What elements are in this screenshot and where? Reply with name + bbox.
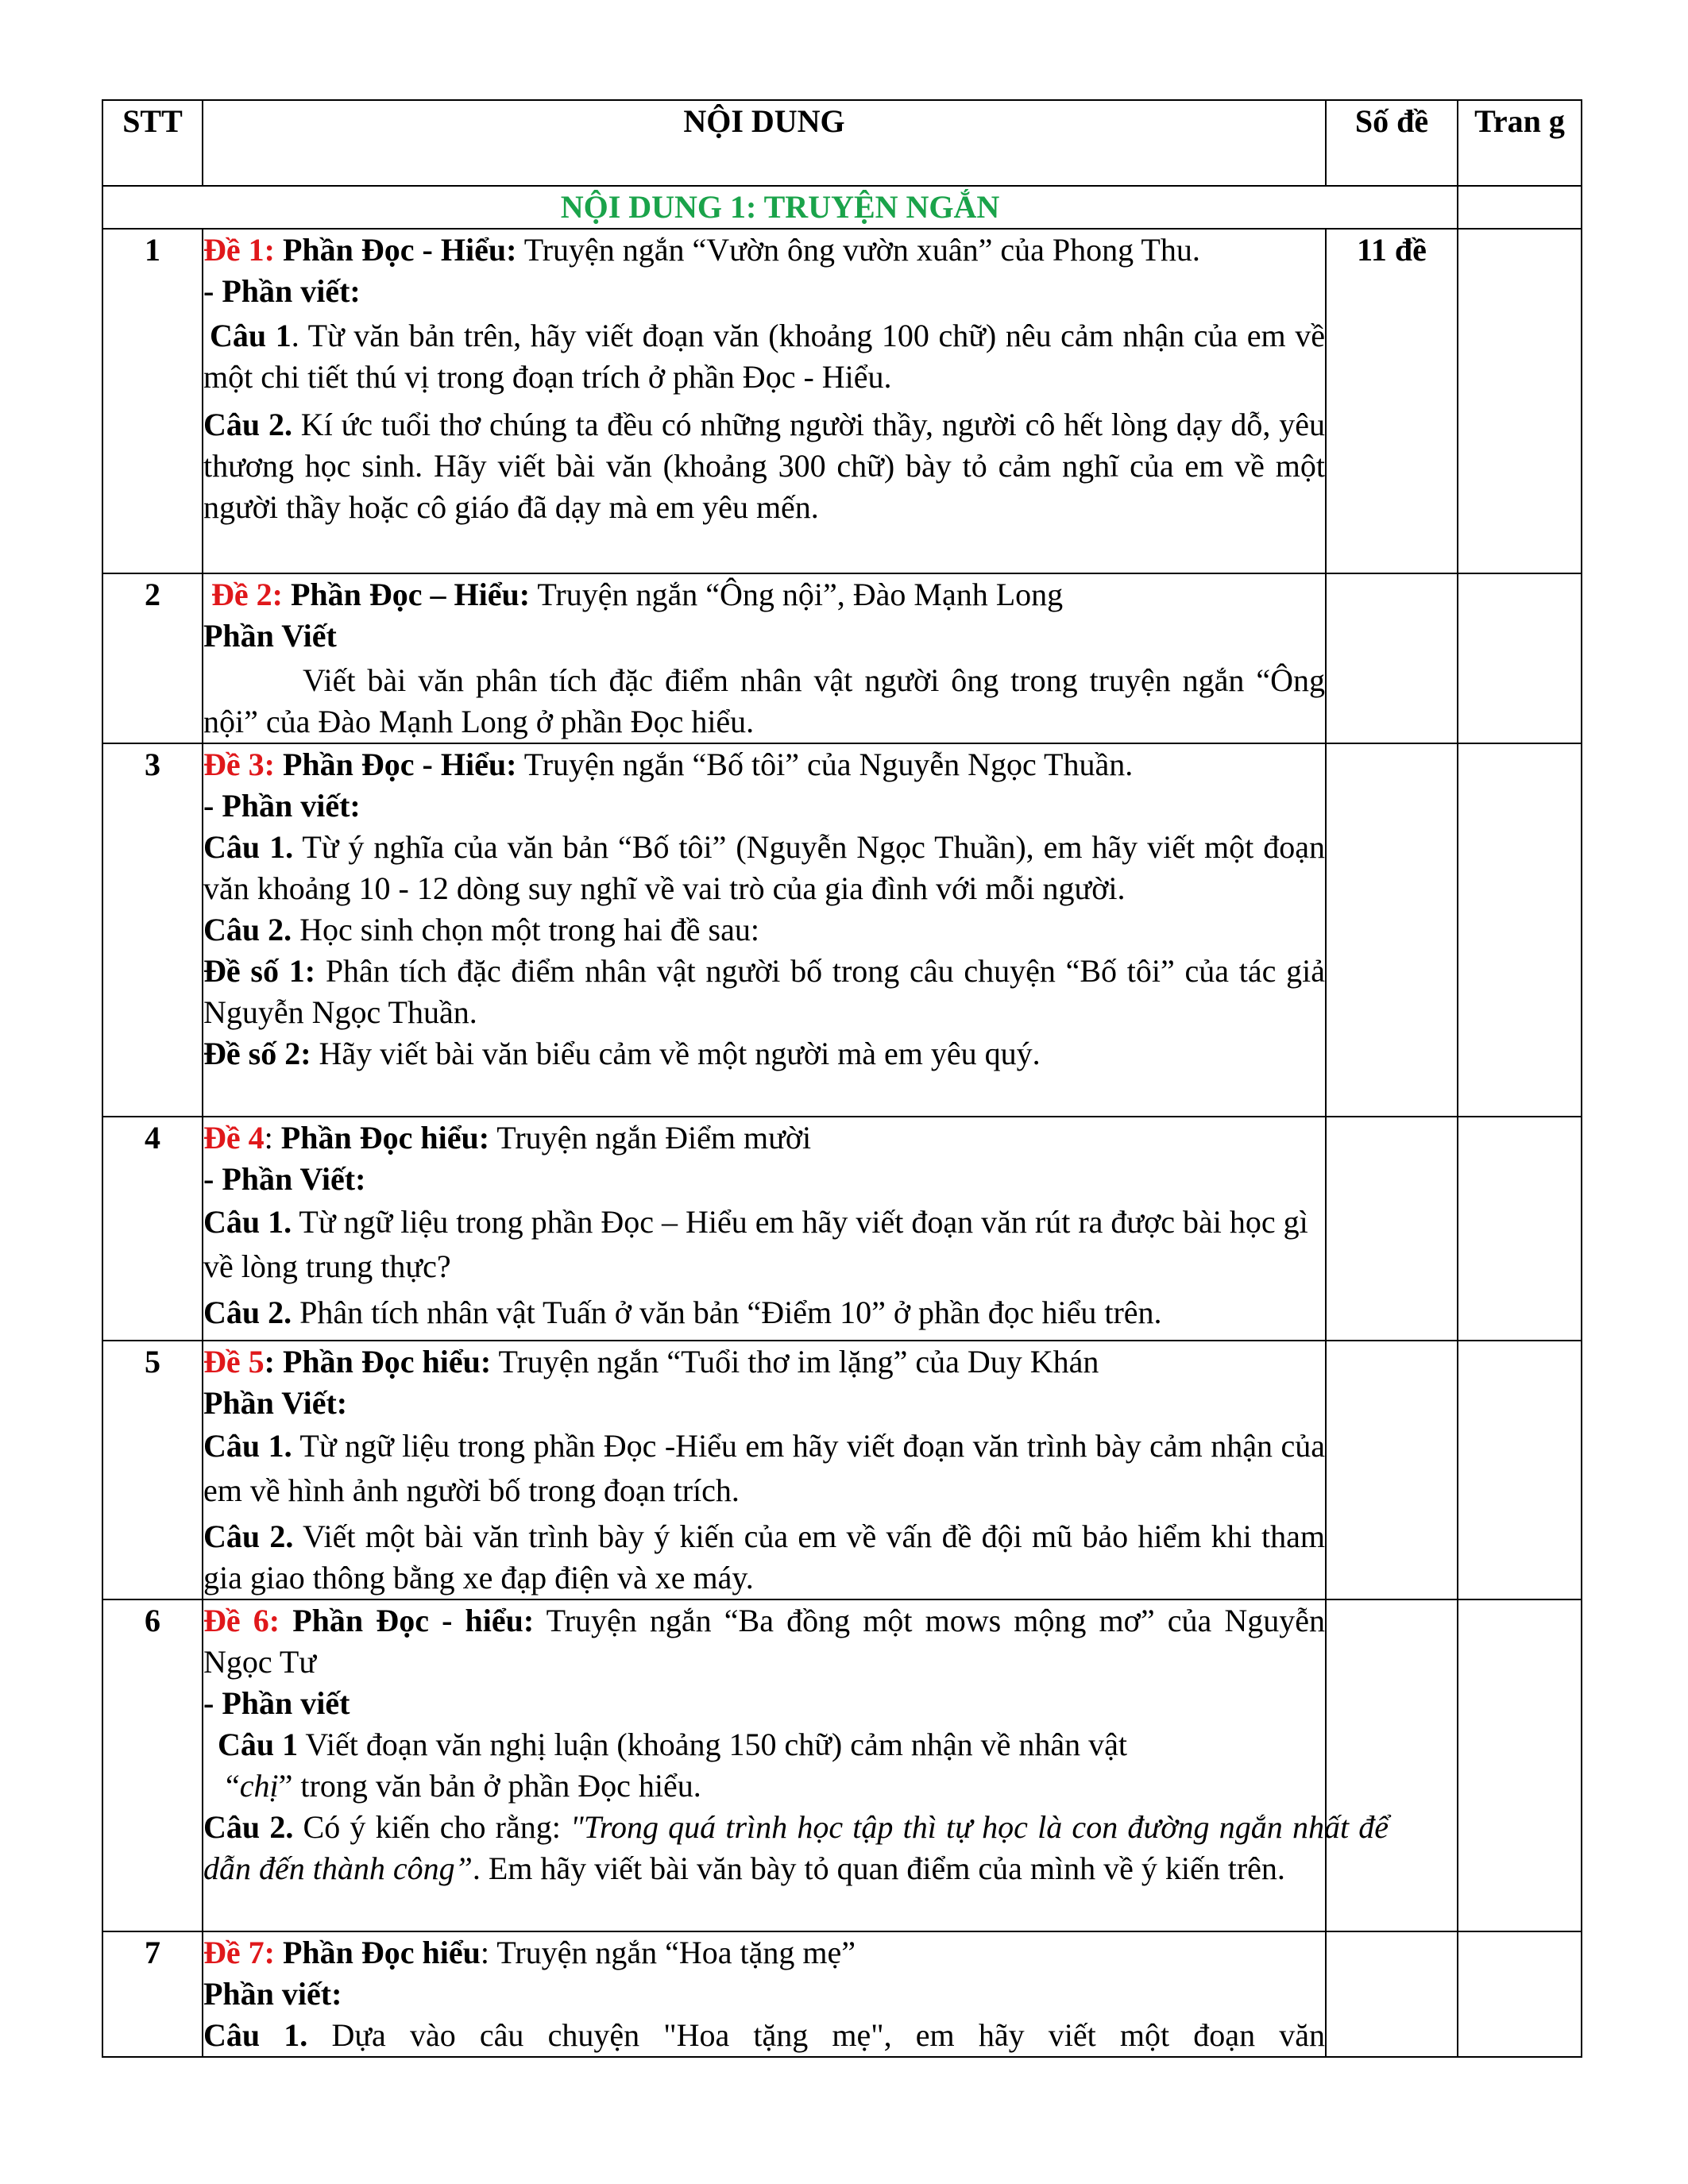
quote-text: chị bbox=[239, 1768, 279, 1804]
row-page bbox=[1458, 1931, 1582, 2057]
question-label: Câu 1. bbox=[203, 1428, 292, 1464]
reading-text: Truyện ngắn “Vườn ông vườn xuân” của Phong Thu. bbox=[523, 232, 1200, 268]
reading-line bbox=[203, 230, 1325, 271]
table-row bbox=[102, 743, 1582, 1117]
question-text: Học sinh chọn một trong hai đề sau: bbox=[299, 912, 759, 947]
exam-label: Đề 4 bbox=[203, 1120, 265, 1156]
row-count: 11 đề bbox=[1326, 229, 1458, 573]
header-count: Số đề bbox=[1326, 100, 1458, 186]
row-page bbox=[1458, 1117, 1582, 1341]
reading-text: Truyện ngắn “Ba đồng một mows mộng mơ” của Nguyễn Ngọc Tư bbox=[203, 1603, 1326, 1680]
exam-label: Đề 3: bbox=[203, 747, 275, 782]
writing-label: Phần Viết bbox=[203, 618, 337, 654]
question-text-post: . Em hãy viết bài văn bày tỏ quan điểm của mình về ý kiến trên. bbox=[472, 1850, 1285, 1886]
question-text: Viết một bài văn trình bày ý kiến của em về vấn đề đội mũ bảo hiểm khi tham gia giao thông bằng xe đạp điện và xe máy. bbox=[203, 1518, 1326, 1596]
reading-label: Phần Đọc - hiểu: bbox=[292, 1603, 535, 1638]
reading-label: Phần Đọc - Hiểu: bbox=[282, 747, 517, 782]
table-row bbox=[102, 1599, 1582, 1931]
table-row bbox=[102, 1341, 1582, 1599]
row-stt: 6 bbox=[102, 1599, 203, 1931]
row-content bbox=[203, 1117, 1326, 1341]
row-page bbox=[1458, 743, 1582, 1117]
header-stt: STT bbox=[102, 100, 203, 186]
reading-line bbox=[203, 744, 1325, 785]
reading-label: Phần Đọc hiểu: bbox=[280, 1120, 490, 1156]
reading-text: Truyện ngắn Điểm mười bbox=[496, 1120, 812, 1156]
row-stt: 3 bbox=[102, 743, 203, 1117]
section-row bbox=[102, 186, 1582, 229]
reading-label: Phần Đọc hiểu bbox=[282, 1935, 481, 1970]
section-page-cell bbox=[1458, 186, 1582, 229]
reading-line bbox=[203, 1600, 1325, 1683]
reading-text: : Truyện ngắn “Hoa tặng mẹ” bbox=[480, 1935, 856, 1970]
reading-line bbox=[203, 574, 1325, 615]
option-1 bbox=[203, 951, 1325, 1033]
exam-label: Đề 2: bbox=[211, 577, 283, 612]
row-content bbox=[203, 229, 1326, 573]
reading-label: Phần Đọc - Hiểu: bbox=[282, 232, 517, 268]
exam-label: Đề 6: bbox=[203, 1603, 280, 1638]
row-count bbox=[1326, 1117, 1458, 1341]
question-2 bbox=[203, 1292, 1325, 1333]
header-content: NỘI DUNG bbox=[203, 100, 1326, 186]
question-1 bbox=[203, 1200, 1325, 1289]
question-text: Từ ngữ liệu trong phần Đọc -Hiểu em hãy viết đoạn văn trình bày cảm nhận của em về hình ảnh người bố trong đoạn trích. bbox=[203, 1428, 1326, 1508]
question-text: . Từ văn bản trên, hãy viết đoạn văn (khoảng 100 chữ) nêu cảm nhận của em về một chi tiết thú vị trong đoạn trích ở phần Đọc - Hiểu. bbox=[203, 318, 1325, 395]
question-label: Câu 2. bbox=[203, 407, 292, 442]
question-text: Có ý kiến cho rằng: bbox=[303, 1809, 561, 1845]
question-1 bbox=[203, 315, 1325, 398]
question-quote: "Trong quá trình học tập thì tự học là con đường ngắn nhất để dẫn đến thành công” bbox=[203, 1809, 1389, 1886]
question-1 bbox=[203, 2015, 1325, 2056]
option-text: Phân tích đặc điểm nhân vật người bố trong câu chuyện “Bố tôi” của tác giả Nguyễn Ngọc Thuần. bbox=[203, 953, 1326, 1030]
question-label: Câu 2. bbox=[203, 1518, 294, 1554]
question-2 bbox=[203, 404, 1325, 528]
question-label: Câu 1 bbox=[218, 1727, 299, 1762]
row-content bbox=[203, 1341, 1326, 1599]
table-header-row bbox=[102, 100, 1582, 186]
row-count bbox=[1326, 1599, 1458, 1931]
row-content bbox=[203, 1931, 1326, 2057]
option-2 bbox=[203, 1033, 1325, 1075]
exam-index-table bbox=[102, 99, 1582, 2058]
writing-label: Phần Viết: bbox=[203, 1385, 348, 1421]
row-stt: 2 bbox=[102, 573, 203, 743]
reading-line bbox=[203, 1932, 1325, 1974]
question-label: Câu 2. bbox=[203, 1295, 292, 1330]
row-content bbox=[203, 573, 1326, 743]
writing-label: Phần viết: bbox=[203, 1976, 342, 2012]
reading-text: Truyện ngắn “Bố tôi” của Nguyễn Ngọc Thuần. bbox=[523, 747, 1134, 782]
row-count bbox=[1326, 1931, 1458, 2057]
question-label: Câu 1. bbox=[203, 829, 294, 865]
question-label: Câu 1 bbox=[210, 318, 292, 353]
table-row bbox=[102, 1931, 1582, 2057]
row-count bbox=[1326, 573, 1458, 743]
row-count bbox=[1326, 1341, 1458, 1599]
question-text-rest: ” trong văn bản ở phần Đọc hiểu. bbox=[278, 1768, 701, 1804]
question-2 bbox=[203, 1516, 1325, 1599]
question-label: Câu 2. bbox=[203, 912, 292, 947]
table-row bbox=[102, 573, 1582, 743]
section-title: NỘI DUNG 1: TRUYỆN NGẮN bbox=[102, 186, 1458, 229]
row-page bbox=[1458, 1341, 1582, 1599]
writing-label: - Phần viết bbox=[203, 1685, 350, 1721]
question-text: Kí ức tuổi thơ chúng ta đều có những người thầy, người cô hết lòng dạy dỗ, yêu thương học sinh. Hãy viết bài văn (khoảng 300 chữ) bày tỏ cảm nghĩ của em về một người thầy hoặc cô giáo đã dạy mà em yêu mến. bbox=[203, 407, 1325, 525]
table-row bbox=[102, 229, 1582, 573]
row-count bbox=[1326, 743, 1458, 1117]
question-2 bbox=[203, 909, 1325, 951]
reading-text: Truyện ngắn “Ông nội”, Đào Mạnh Long bbox=[537, 577, 1064, 612]
row-page bbox=[1458, 573, 1582, 743]
question-label: Câu 2. bbox=[203, 1809, 294, 1845]
question-1 bbox=[203, 1724, 1325, 1807]
writing-label: - Phần Viết: bbox=[203, 1161, 366, 1197]
reading-text: Truyện ngắn “Tuổi thơ im lặng” của Duy Khán bbox=[498, 1344, 1099, 1379]
row-stt: 7 bbox=[102, 1931, 203, 2057]
question-text: Dựa vào câu chuyện "Hoa tặng mẹ", em hãy viết một đoạn văn bbox=[331, 2017, 1325, 2053]
row-content bbox=[203, 743, 1326, 1117]
writing-label: - Phần viết: bbox=[203, 788, 361, 824]
option-label: Đề số 1: bbox=[203, 953, 316, 989]
row-page bbox=[1458, 229, 1582, 573]
writing-label: - Phần viết: bbox=[203, 273, 361, 309]
quote-open: “ bbox=[226, 1768, 240, 1804]
question-1 bbox=[203, 1424, 1325, 1513]
exam-colon: : bbox=[264, 1120, 273, 1156]
question-text: Từ ngữ liệu trong phần Đọc – Hiểu em hãy viết đoạn văn rút ra được bài học gì về lòng trung thực? bbox=[203, 1204, 1308, 1284]
option-label: Đề số 2: bbox=[203, 1036, 311, 1071]
reading-label: : Phần Đọc hiểu: bbox=[264, 1344, 492, 1379]
reading-label: Phần Đọc – Hiểu: bbox=[290, 577, 531, 612]
exam-label: Đề 1: bbox=[203, 232, 275, 268]
header-page: Tran g bbox=[1458, 100, 1582, 186]
question-2 bbox=[203, 1807, 1389, 1889]
row-stt: 5 bbox=[102, 1341, 203, 1599]
exam-label: Đề 5 bbox=[203, 1344, 265, 1379]
question-text: Từ ý nghĩa của văn bản “Bố tôi” (Nguyễn Ngọc Thuần), em hãy viết một đoạn văn khoảng 10 - 12 dòng suy nghĩ về vai trò của gia đình với mỗi người. bbox=[203, 829, 1325, 906]
row-content bbox=[203, 1599, 1389, 1931]
question-label: Câu 1. bbox=[203, 1204, 292, 1240]
row-stt: 4 bbox=[102, 1117, 203, 1341]
question-label: Câu 1. bbox=[203, 2017, 308, 2053]
question-text: Viết đoạn văn nghị luận (khoảng 150 chữ) cảm nhận về nhân vật bbox=[305, 1727, 1127, 1762]
writing-text: Viết bài văn phân tích đặc điểm nhân vật người ông trong truyện ngắn “Ông nội” của Đào Mạnh Long ở phần Đọc hiểu. bbox=[203, 662, 1325, 739]
reading-line bbox=[203, 1117, 1325, 1159]
row-page bbox=[1458, 1599, 1582, 1931]
question-1 bbox=[203, 827, 1325, 909]
reading-line bbox=[203, 1341, 1325, 1383]
table-row bbox=[102, 1117, 1582, 1341]
row-stt: 1 bbox=[102, 229, 203, 573]
option-text: Hãy viết bài văn biểu cảm về một người mà em yêu quý. bbox=[319, 1036, 1041, 1071]
exam-label: Đề 7: bbox=[203, 1935, 275, 1970]
question-text: Phân tích nhân vật Tuấn ở văn bản “Điểm 10” ở phần đọc hiểu trên. bbox=[299, 1295, 1162, 1330]
